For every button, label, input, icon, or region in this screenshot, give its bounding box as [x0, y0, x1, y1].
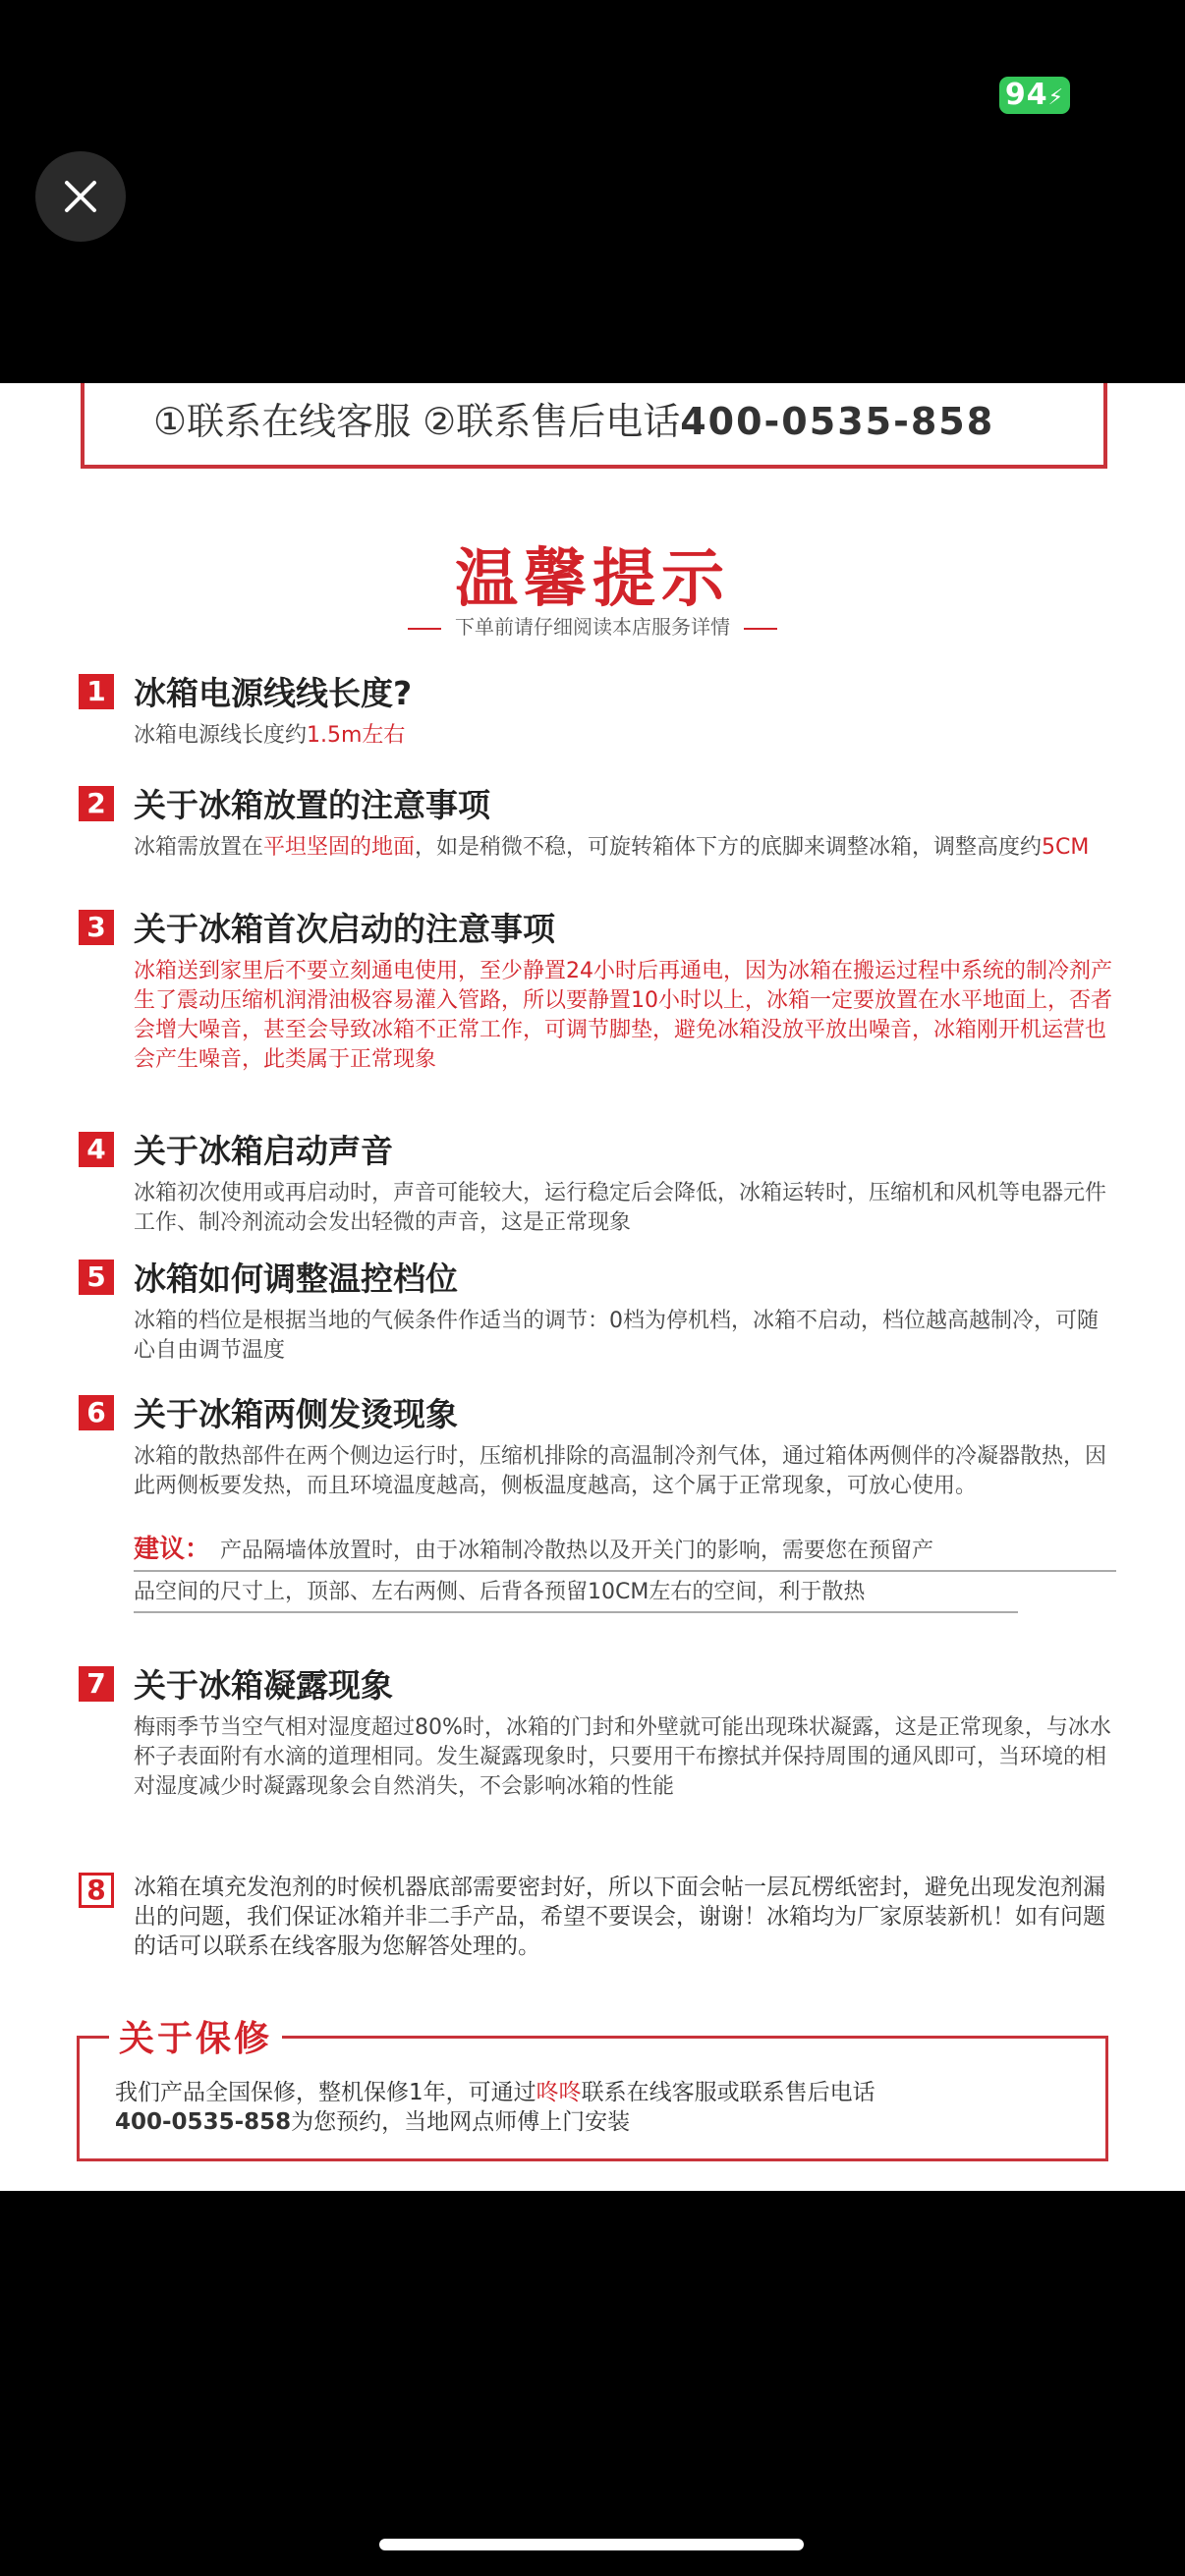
battery-indicator — [999, 77, 1070, 114]
section-body — [134, 833, 1116, 863]
section-body: 冰箱的档位是根据当地的气候条件作适当的调节：0档为停机档，冰箱不启动，档位越高越制冷，可随心自由调节温度 — [134, 1309, 1100, 1363]
section-number: 7 — [79, 1666, 114, 1702]
page-subtitle — [0, 611, 1185, 640]
section-heading: 关于冰箱首次启动的注意事项 — [134, 910, 555, 948]
advice-underline-1 — [134, 1570, 1116, 1572]
section-number: 8 — [79, 1873, 114, 1908]
section-heading: 关于冰箱启动声音 — [134, 1132, 393, 1170]
section-number: 6 — [79, 1395, 114, 1430]
section-heading: 冰箱如何调整温控档位 — [134, 1260, 458, 1298]
document-image — [0, 383, 1185, 2191]
page-title: 温馨提示 — [455, 543, 730, 616]
advice-underline-2 — [134, 1611, 1018, 1613]
warranty-highlight: 咚咚 — [536, 2080, 582, 2105]
section-body: 冰箱的散热部件在两个侧边运行时，压缩机排除的高温制冷剂气体，通过箱体两侧伴的冷凝器散热，因此两侧板要发热，而且环境温度越高，侧板温度越高，这个属于正常现象，可放心使用。 — [134, 1444, 1107, 1498]
warranty-box — [77, 2019, 1108, 2161]
section-number: 3 — [79, 910, 114, 945]
section-number: 1 — [79, 674, 114, 709]
warranty-text-3: 为您预约，当地网点师傅上门安装 — [291, 2109, 631, 2135]
advice-text-2: 品空间的尺寸上，顶部、左右两侧、后背各预留10CM左右的空间，利于散热 — [134, 1580, 866, 1604]
contact-text: ①联系在线客服 ②联系售后电话 — [153, 400, 681, 443]
close-button[interactable] — [35, 151, 126, 242]
body-highlight-2: 5CM — [1042, 835, 1090, 860]
home-indicator[interactable] — [379, 2539, 804, 2550]
body-text-2: ，如是稍微不稳，可旋转箱体下方的底脚来调整冰箱，调整高度约 — [415, 835, 1043, 860]
subtitle-dash-right — [744, 628, 777, 630]
warranty-phone: 400-0535-858 — [115, 2109, 292, 2135]
charging-bolt-icon: ⚡ — [1047, 85, 1065, 110]
advice-label: 建议： — [134, 1535, 211, 1564]
contact-box — [81, 383, 1107, 469]
section-heading: 冰箱电源线线长度? — [134, 674, 413, 712]
advice-line-2 — [134, 1578, 1116, 1607]
section-body — [134, 721, 1116, 751]
close-icon — [61, 177, 100, 216]
section-number: 5 — [79, 1260, 114, 1295]
section-body: 冰箱送到家里后不要立刻通电使用，至少静置24小时后再通电，因为冰箱在搬运过程中系统的制冷剂产生了震动压缩机润滑油极容易灌入管路，所以要静置10小时以上，冰箱一定要放置在水平地面上，否者会增大噪音，甚至会导致冰箱不正常工作，可调节脚垫，避免冰箱没放平放出噪音，冰箱刚开机运营也会产生噪音，此类属于正常现象 — [134, 959, 1112, 1072]
section-heading: 关于冰箱两侧发烫现象 — [134, 1395, 458, 1433]
contact-phone: 400-0535-858 — [680, 400, 995, 443]
warranty-body — [115, 2078, 1088, 2137]
section-body: 冰箱在填充发泡剂的时候机器底部需要密封好，所以下面会帖一层瓦楞纸密封，避免出现发泡剂漏出的问题，我们保证冰箱并非二手产品，希望不要误会，谢谢！冰箱均为厂家原装新机！如有问题的话可以联系在线客服为您解答处理的。 — [134, 1875, 1105, 1959]
body-text: 冰箱电源线长度约 — [134, 723, 308, 748]
warranty-text-2: 联系在线客服或联系售后电话 — [581, 2080, 875, 2105]
advice-line-1 — [134, 1535, 1116, 1566]
section-number: 2 — [79, 786, 114, 821]
section-number: 4 — [79, 1132, 114, 1167]
section-body: 梅雨季节当空气相对湿度超过80%时，冰箱的门封和外壁就可能出现珠状凝露，这是正常现象，与冰水杯子表面附有水滴的道理相同。发生凝露现象时，只要用干布擦拭并保持周围的通风即可，当环境的相对湿度减少时凝露现象会自然消失，不会影响冰箱的性能 — [134, 1715, 1111, 1799]
section-body: 冰箱初次使用或再启动时，声音可能较大，运行稳定后会降低，冰箱运转时，压缩机和风机等电器元件工作、制冷剂流动会发出轻微的声音，这是正常现象 — [134, 1181, 1107, 1235]
warranty-text-1: 我们产品全国保修，整机保修1年，可通过 — [115, 2080, 536, 2105]
warranty-title: 关于保修 — [109, 2011, 282, 2061]
subtitle-text: 下单前请仔细阅读本店服务详情 — [455, 615, 730, 639]
section-heading: 关于冰箱放置的注意事项 — [134, 786, 490, 824]
body-text: 冰箱需放置在 — [134, 835, 264, 860]
battery-level: 94 — [1004, 78, 1048, 112]
subtitle-dash-left — [408, 628, 441, 630]
body-highlight: 平坦坚固的地面 — [263, 835, 416, 860]
advice-text-1: 产品隔墙体放置时，由于冰箱制冷散热以及开关门的影响，需要您在预留产 — [220, 1539, 934, 1563]
body-highlight: 1.5m左右 — [307, 723, 406, 748]
section-heading: 关于冰箱凝露现象 — [134, 1666, 393, 1705]
